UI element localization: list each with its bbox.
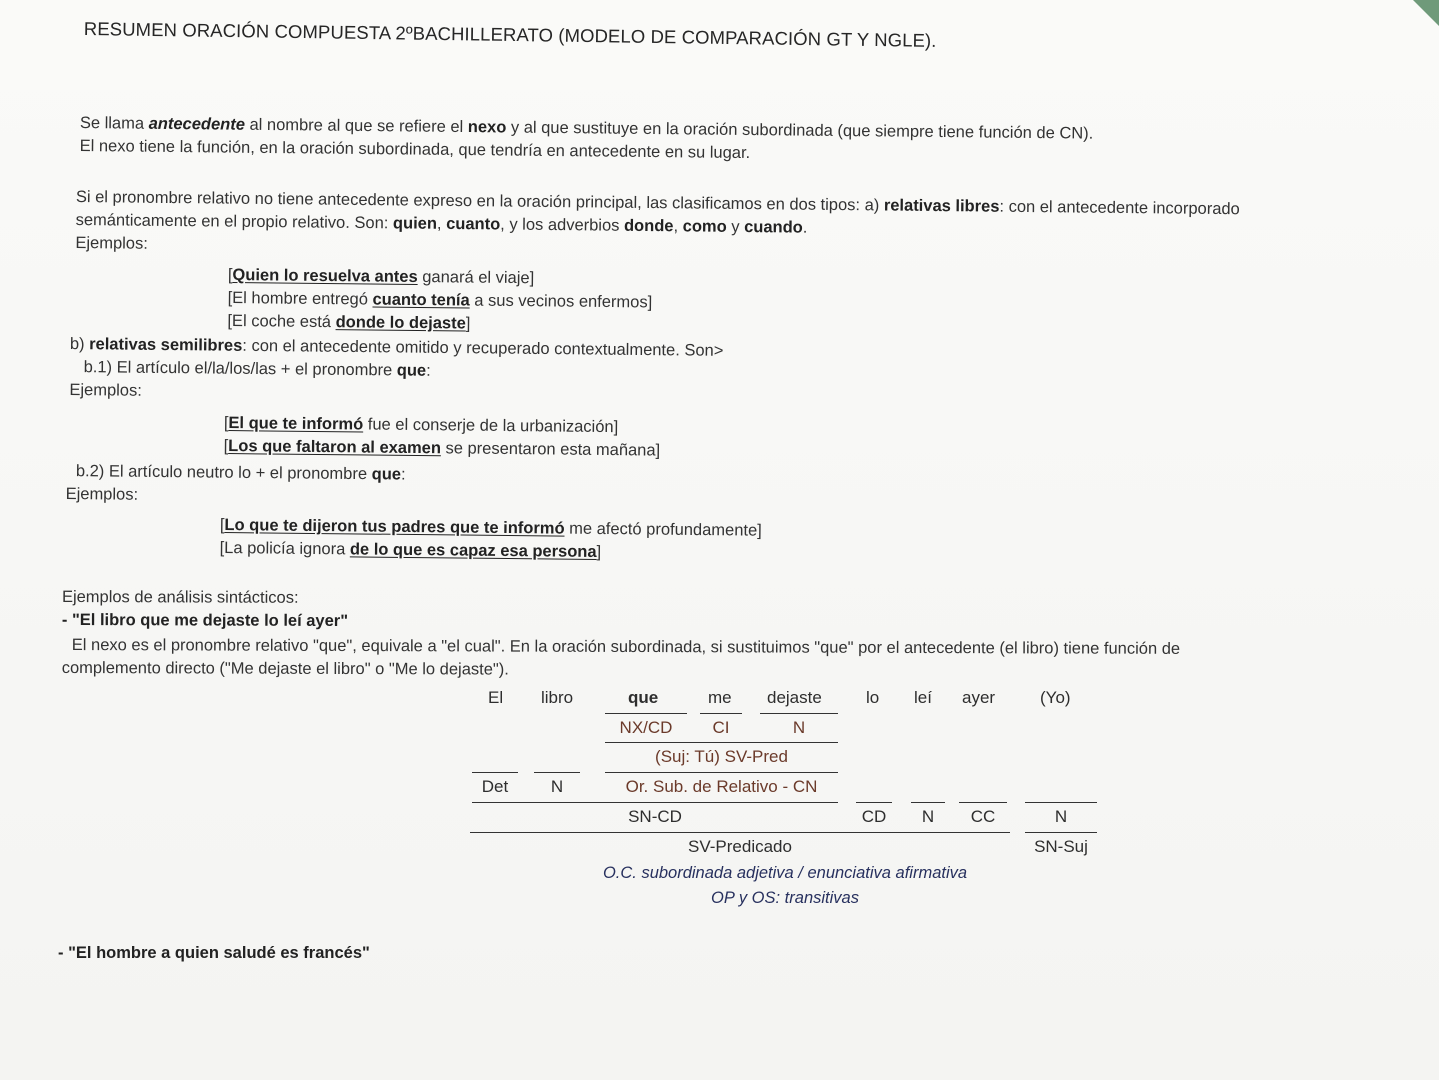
- label-op-os: OP y OS: transitivas: [711, 889, 859, 907]
- label-suj-sv-pred: (Suj: Tú) SV-Pred: [655, 747, 788, 766]
- term-quien: quien: [392, 214, 438, 233]
- word-me: me: [708, 688, 732, 707]
- term-relativas-libres: relativas libres: [883, 196, 1000, 216]
- text: :: [426, 361, 431, 380]
- b2-examples: [220, 514, 762, 566]
- label-n: N: [792, 718, 806, 737]
- rule-n-lei: [911, 802, 945, 803]
- libres-examples: [227, 264, 652, 337]
- word-ayer: ayer: [962, 688, 996, 707]
- intro-line-2: El nexo tiene la función, en la oración subordinada, que tendría en antecedente en su lugar.: [79, 136, 751, 163]
- term-que: que: [396, 361, 427, 380]
- word-lei: leí: [914, 688, 932, 707]
- relative-clause: cuanto tenía: [372, 290, 470, 310]
- rule-sn-cd: [472, 802, 838, 803]
- text: : con el antecedente omitido y recuperado contextualmente. Son>: [242, 336, 724, 360]
- text: b.1) El artículo el/la/los/las + el pronombre: [83, 358, 397, 380]
- ejemplos-label: Ejemplos:: [75, 233, 148, 253]
- relative-clause: El que te informó: [228, 414, 364, 434]
- text: ,: [436, 214, 447, 233]
- text: Se llama: [79, 113, 149, 133]
- text: semánticamente en el propio relativo. Son:: [75, 210, 394, 233]
- word-dejaste: dejaste: [767, 688, 822, 707]
- text: [El hombre entregó: [227, 288, 373, 309]
- label-or-sub-relativo: Or. Sub. de Relativo - CN: [625, 777, 818, 796]
- text: , y los adverbios: [500, 215, 625, 235]
- relative-clause: Quien lo resuelva antes: [232, 266, 418, 286]
- text: se presentaron esta mañana]: [440, 439, 661, 460]
- text: :: [400, 465, 406, 484]
- analysis-example-1: - "El libro que me dejaste lo leí ayer": [61, 610, 349, 630]
- libres-paragraph: [75, 186, 1240, 267]
- term-como: como: [682, 217, 727, 236]
- label-sv-predicado: SV-Predicado: [688, 837, 792, 856]
- term-cuanto: cuanto: [446, 214, 501, 234]
- rule-sv-predicado: [470, 832, 1010, 833]
- label-ci: CI: [712, 718, 730, 737]
- rule-or-sub: [605, 772, 838, 773]
- label-oc-subordinada: O.C. subordinada adjetiva / enunciativa afirmativa: [602, 864, 968, 882]
- term-cuando: cuando: [744, 217, 803, 237]
- term-que: que: [371, 465, 402, 484]
- relative-clause: donde lo dejaste: [335, 313, 466, 333]
- text: [La policía ignora: [219, 538, 350, 559]
- text: b.2) El artículo neutro lo + el pronombre: [75, 462, 372, 484]
- text: Si el pronombre relativo no tiene antecedente expreso en la oración principal, las clasificamos en dos tipos: a): [75, 187, 884, 215]
- term-relativas-semilibres: relativas semilibres: [89, 335, 243, 355]
- relative-clause: Los que faltaron al examen: [228, 437, 442, 458]
- ejemplos-label: Ejemplos:: [65, 484, 139, 504]
- text: .: [802, 218, 808, 237]
- rule-dejaste: [760, 713, 838, 714]
- text: b): [69, 334, 90, 354]
- label-nx-cd: NX/CD: [619, 718, 673, 737]
- text: [: [227, 265, 233, 285]
- intro-paragraph: [80, 112, 1094, 169]
- b1-examples: [224, 412, 661, 463]
- text: y al que sustituye en la oración subordinada (que siempre tiene función de CN).: [506, 118, 1094, 143]
- text: ]: [596, 542, 602, 561]
- text: ]: [465, 314, 471, 333]
- label-cc: CC: [970, 807, 996, 826]
- rule-cd-short: [856, 802, 892, 803]
- text: me afectó profundamente]: [564, 519, 762, 540]
- analysis-section: [62, 586, 1181, 684]
- text: [: [223, 436, 229, 456]
- analysis-example-2: - "El hombre a quien saludé es francés": [58, 944, 370, 962]
- rule-n: [534, 772, 580, 773]
- term-antecedente: antecedente: [148, 114, 246, 134]
- label-n-suj: N: [1054, 807, 1068, 826]
- ejemplos-label: Ejemplos:: [69, 380, 142, 400]
- syntax-analysis-diagram: [470, 688, 1110, 918]
- word-que: que: [628, 688, 659, 707]
- word-el: El: [488, 688, 504, 707]
- word-lo: lo: [866, 688, 880, 707]
- word-libro: libro: [541, 688, 574, 707]
- text: al nombre al que se refiere el: [244, 115, 468, 137]
- text: a sus vecinos enfermos]: [469, 291, 653, 312]
- label-sn-suj: SN-Suj: [1034, 837, 1088, 856]
- relative-clause: Lo que te dijeron tus padres que te informó: [224, 516, 565, 538]
- analysis-heading: Ejemplos de análisis sintácticos:: [61, 588, 299, 607]
- text: [: [223, 413, 229, 433]
- rule-cc: [959, 802, 1007, 803]
- rule-det: [472, 772, 518, 773]
- example-line: [224, 435, 661, 463]
- label-n-libro: N: [550, 777, 564, 796]
- document-title: RESUMEN ORACIÓN COMPUESTA 2ºBACHILLERATO (MODELO DE COMPARACIÓN GT Y NGLE).: [83, 18, 937, 51]
- term-nexo: nexo: [467, 118, 507, 137]
- rule-que: [605, 713, 687, 714]
- semilibres-paragraph: [69, 333, 723, 409]
- term-donde: donde: [623, 216, 674, 236]
- text: [El coche está: [227, 311, 336, 332]
- rule-sn-suj: [1025, 832, 1097, 833]
- word-yo: (Yo): [1040, 688, 1071, 707]
- analysis-explanation-2: complemento directo ("Me dejaste el libro" o "Me lo dejaste").: [61, 658, 509, 679]
- text: y: [726, 217, 745, 236]
- text: ganará el viaje]: [417, 267, 535, 288]
- page-corner-fold: [1413, 0, 1439, 26]
- text: [: [219, 515, 225, 535]
- rule-n-yo: [1025, 802, 1097, 803]
- text: ,: [673, 217, 683, 236]
- label-sn-cd: SN-CD: [628, 807, 682, 826]
- b2-paragraph: [66, 460, 406, 510]
- label-det: Det: [481, 777, 509, 796]
- label-n-verb: N: [921, 807, 935, 826]
- rule-sv-pred-sub: [605, 742, 838, 743]
- rule-me: [700, 713, 742, 714]
- example-line: [227, 310, 652, 337]
- label-cd: CD: [861, 807, 887, 826]
- text: : con el antecedente incorporado: [999, 197, 1240, 219]
- analysis-explanation-1: El nexo es el pronombre relativo "que", equivale a "el cual". En la oración subordinada, si sustituimos "que" por el antecedente (el libro) tiene función de: [71, 636, 1181, 658]
- relative-clause: de lo que es capaz esa persona: [349, 540, 597, 561]
- text: fue el conserje de la urbanización]: [363, 415, 619, 437]
